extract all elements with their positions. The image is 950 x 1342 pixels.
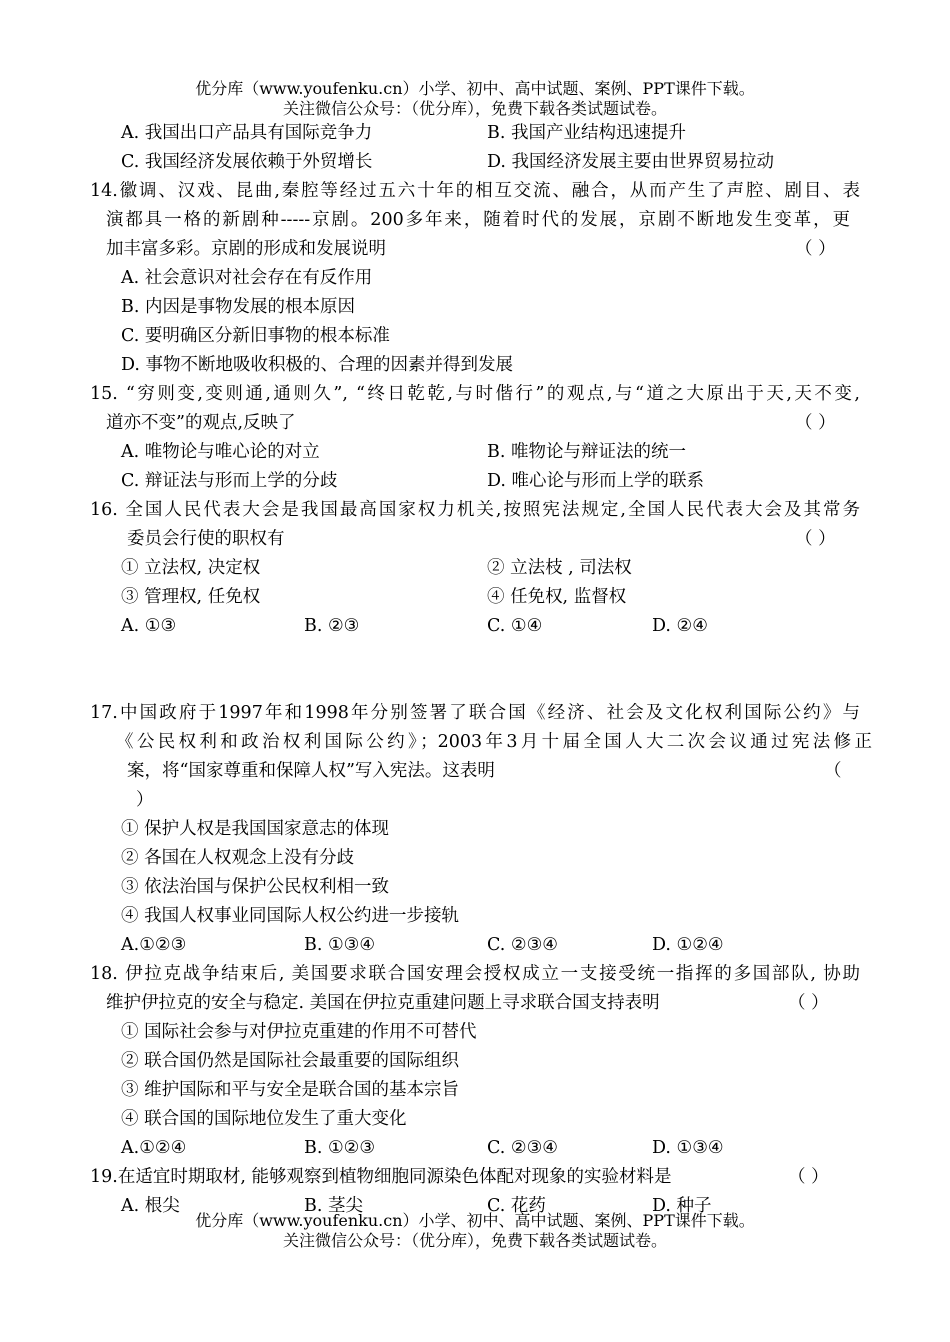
footer-line-2: 关注微信公众号：（优分库），免费下载各类试题试卷。 bbox=[282, 1231, 667, 1250]
q17-option-d: D. ①②④ bbox=[652, 935, 724, 955]
page-header bbox=[0, 79, 950, 119]
q14-option-a-row bbox=[0, 264, 950, 293]
q16-option-b: B. ②③ bbox=[304, 616, 360, 636]
q17-answer-paren-close: ） bbox=[136, 790, 154, 810]
q19-stem-line-1: 19.在适宜时期取材, 能够观察到植物细胞同源染色体配对现象的实验材料是 （ ） bbox=[0, 1163, 950, 1192]
exam-content bbox=[0, 119, 950, 1221]
q17-item-3: ③ 依法治国与保护公民权利相一致 bbox=[121, 877, 390, 897]
q16-item-3: ③ 管理权, 任免权 bbox=[121, 587, 261, 607]
q17-item-1: ① 保护人权是我国国家意志的体现 bbox=[121, 819, 390, 839]
q14-stem-line-1: 14.徽调、汉戏、昆曲,秦腔等经过五六十年的相互交流、融合，从而产生了声腔、剧目、表 bbox=[90, 181, 860, 201]
q19-option-c: C. 花药 bbox=[487, 1196, 546, 1216]
q17-stem-line-3: 案，将“国家尊重和保障人权”写入宪法。这表明 （ bbox=[0, 757, 950, 786]
q15-option-d: D. 唯心论与形而上学的联系 bbox=[487, 471, 705, 491]
q16-options-row bbox=[0, 612, 950, 641]
q16-items-row-2 bbox=[0, 583, 950, 612]
q13-option-b: B. 我国产业结构迅速提升 bbox=[487, 123, 686, 143]
q14-answer-paren: （ ） bbox=[795, 239, 836, 259]
q16-option-a: A. ①③ bbox=[121, 616, 177, 636]
header-line-1: 优分库（www.youfenku.cn）小学、初中、高中试题、案例、PPT课件下载。 bbox=[195, 79, 755, 98]
q15-answer-paren: （ ） bbox=[795, 413, 836, 433]
q18-item-3: ③ 维护国际和平与安全是联合国的基本宗旨 bbox=[121, 1080, 460, 1100]
q16-answer-paren: （ ） bbox=[795, 529, 836, 549]
q16-stem-line-1: 16. 全国人民代表大会是我国最高国家权力机关,按照宪法规定,全国人民代表大会及其常务 bbox=[90, 500, 860, 520]
q18-answer-paren: （ ） bbox=[788, 993, 829, 1013]
q18-options-row bbox=[0, 1134, 950, 1163]
q16-option-c: C. ①④ bbox=[487, 616, 543, 636]
q14-option-b: B. 内因是事物发展的根本原因 bbox=[121, 297, 355, 317]
q13-option-c: C. 我国经济发展依赖于外贸增长 bbox=[121, 152, 373, 172]
q14-option-a: A. 社会意识对社会存在有反作用 bbox=[121, 268, 373, 288]
q16-item-1: ① 立法权, 决定权 bbox=[121, 558, 261, 578]
q17-item-2: ② 各国在人权观念上没有分歧 bbox=[121, 848, 355, 868]
q15-option-a: A. 唯物论与唯心论的对立 bbox=[121, 442, 320, 462]
q17-stem-line-2: 《公民权利和政治权利国际公约》；2003年3月十届全国人大二次会议通过宪法修正 bbox=[116, 732, 872, 752]
q14-option-d-row bbox=[0, 351, 950, 380]
q16-item-4: ④ 任免权, 监督权 bbox=[487, 587, 627, 607]
q13-option-d: D. 我国经济发展主要由世界贸易拉动 bbox=[487, 152, 775, 172]
q18-option-c: C. ②③④ bbox=[487, 1138, 558, 1158]
q16-items-row-1 bbox=[0, 554, 950, 583]
q13-option-a: A. 我国出口产品具有国际竞争力 bbox=[121, 123, 373, 143]
q15-stem-line-1: 15. “穷则变,变则通,通则久”, “终日乾乾,与时偕行”的观点,与“道之大原出于天,天不变, bbox=[90, 384, 860, 404]
q14-option-c: C. 要明确区分新旧事物的根本标准 bbox=[121, 326, 390, 346]
q17-paren-close-row bbox=[0, 786, 950, 815]
q17-options-row bbox=[0, 931, 950, 960]
q18-item-3-row bbox=[0, 1076, 950, 1105]
q15-option-b: B. 唯物论与辩证法的统一 bbox=[487, 442, 686, 462]
q15-options-row-1 bbox=[0, 438, 950, 467]
q15-option-c: C. 辩证法与形而上学的分歧 bbox=[121, 471, 338, 491]
q14-option-c-row bbox=[0, 322, 950, 351]
q18-item-1: ① 国际社会参与对伊拉克重建的作用不可替代 bbox=[121, 1022, 477, 1042]
q16-item-2: ② 立法枝 , 司法权 bbox=[487, 558, 632, 578]
header-line-2: 关注微信公众号：（优分库），免费下载各类试题试卷。 bbox=[282, 99, 667, 118]
q17-item-2-row bbox=[0, 844, 950, 873]
q18-stem-line-1: 18. 伊拉克战争结束后, 美国要求联合国安理会授权成立一支接受统一指挥的多国部队, 协助 bbox=[90, 964, 860, 984]
q17-item-1-row bbox=[0, 815, 950, 844]
q18-item-2: ② 联合国仍然是国际社会最重要的国际组织 bbox=[121, 1051, 460, 1071]
blank-gap bbox=[0, 641, 950, 699]
q18-item-1-row bbox=[0, 1018, 950, 1047]
q17-item-4-row bbox=[0, 902, 950, 931]
q17-item-4: ④ 我国人权事业同国际人权公约进一步接轨 bbox=[121, 906, 460, 926]
q16-stem-line-2: 委员会行使的职权有 （ ） bbox=[0, 525, 950, 554]
q17-option-c: C. ②③④ bbox=[487, 935, 558, 955]
page-footer bbox=[0, 1211, 950, 1251]
q17-option-b: B. ①③④ bbox=[304, 935, 376, 955]
q18-item-4: ④ 联合国的国际地位发生了重大变化 bbox=[121, 1109, 407, 1129]
q14-stem-line-3: 加丰富多彩。京剧的形成和发展说明 （ ） bbox=[0, 235, 950, 264]
q14-option-b-row bbox=[0, 293, 950, 322]
q13-options-row-2 bbox=[0, 148, 950, 177]
q14-option-d: D. 事物不断地吸收积极的、合理的因素并得到发展 bbox=[121, 355, 514, 375]
q15-stem-line-2: 道亦不变”的观点,反映了 （ ） bbox=[0, 409, 950, 438]
q18-item-4-row bbox=[0, 1105, 950, 1134]
q15-options-row-2 bbox=[0, 467, 950, 496]
q19-option-b: B. 茎尖 bbox=[304, 1196, 363, 1216]
q17-item-3-row bbox=[0, 873, 950, 902]
q18-item-2-row bbox=[0, 1047, 950, 1076]
q14-stem-line-2: 演都具一格的新剧种-----京剧。200多年来，随着时代的发展，京剧不断地发生变革，更 bbox=[106, 210, 850, 230]
q18-option-a: A.①②④ bbox=[121, 1138, 187, 1158]
q16-option-d: D. ②④ bbox=[652, 616, 708, 636]
q19-answer-paren: （ ） bbox=[788, 1167, 829, 1187]
q19-option-a: A. 根尖 bbox=[121, 1196, 180, 1216]
q13-options-row-1 bbox=[0, 119, 950, 148]
q19-option-d: D. 种子 bbox=[652, 1196, 712, 1216]
q18-option-d: D. ①③④ bbox=[652, 1138, 724, 1158]
q17-stem-line-1: 17.中国政府于1997年和1998年分别签署了联合国《经济、社会及文化权利国际公约》与 bbox=[90, 703, 860, 723]
footer-line-1: 优分库（www.youfenku.cn）小学、初中、高中试题、案例、PPT课件下载。 bbox=[195, 1211, 755, 1230]
q17-answer-paren-open: （ bbox=[824, 761, 842, 781]
q18-option-b: B. ①②③ bbox=[304, 1138, 376, 1158]
q18-stem-line-2: 维护伊拉克的安全与稳定. 美国在伊拉克重建问题上寻求联合国支持表明 （ ） bbox=[0, 989, 950, 1018]
q17-option-a: A.①②③ bbox=[121, 935, 187, 955]
